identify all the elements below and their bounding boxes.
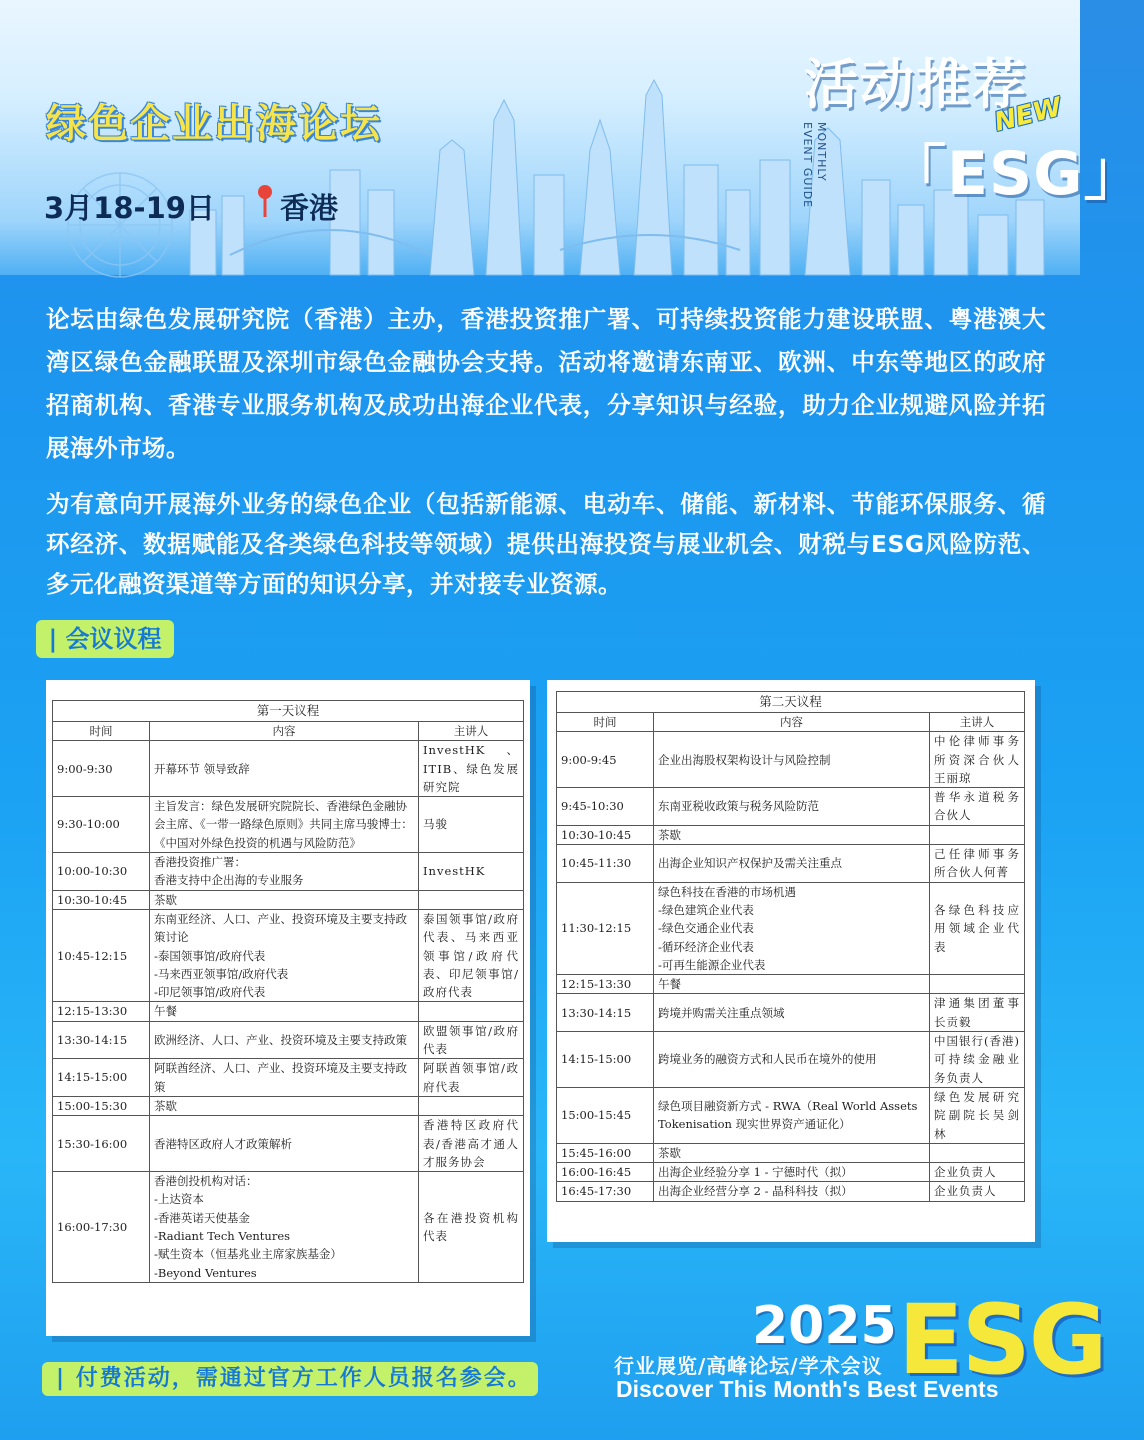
intro-paragraph-1: 论坛由绿色发展研究院（香港）主办，香港投资推广署、可持续投资能力建设联盟、粤港澳大湾区绿色金融联盟及深圳市绿色金融协会支持。活动将邀请东南亚、欧洲、中东等地区的政府招商机构、香港专业服务机构及成功出海企业代表，分享知识与经验，助力企业规避风险并拓展海外市场。 [46, 305, 1046, 462]
row-content: 香港特区政府人才政策解析 [150, 1116, 419, 1172]
agenda-section-label: | 会议议程 [48, 625, 162, 653]
row-content: 欧洲经济、人口、产业、投资环境及主要支持政策 [150, 1021, 419, 1059]
table-row [557, 1032, 1025, 1088]
table-row [53, 890, 524, 909]
row-content: 跨境业务的融资方式和人民币在境外的使用 [654, 1032, 930, 1088]
row-speaker [930, 975, 1025, 994]
paid-event-note-text: | 付费活动，需通过官方工作人员报名参会。 [56, 1366, 532, 1391]
row-time: 14:15-15:00 [53, 1059, 150, 1097]
row-content: 开幕环节 领导致辞 [150, 741, 419, 797]
location-pin-icon [256, 184, 274, 218]
footer-tagline: Discover This Month's Best Events [616, 1376, 999, 1402]
column-header-speaker: 主讲人 [419, 722, 524, 741]
day2-agenda-table [556, 691, 1025, 1202]
row-time: 11:30-12:15 [557, 882, 654, 974]
row-speaker: 各绿色科技应用领域企业代表 [930, 882, 1025, 974]
row-time: 10:45-12:15 [53, 909, 150, 1001]
header-band [0, 0, 1144, 275]
table-row [557, 825, 1025, 844]
row-speaker [930, 825, 1025, 844]
table-row [557, 1143, 1025, 1162]
row-time: 16:00-17:30 [53, 1172, 150, 1283]
row-speaker: 马骏 [419, 797, 524, 853]
table-row [557, 788, 1025, 826]
event-location: 香港 [280, 191, 339, 225]
row-speaker: 绿色发展研究院副院长吴剑林 [930, 1087, 1025, 1143]
row-speaker: 中伦律师事务所资深合伙人王丽琼 [930, 732, 1025, 788]
row-speaker: 泰国领事馆/政府代表、马来西亚领事馆/政府代表、印尼领事馆/政府代表 [419, 909, 524, 1001]
row-time: 15:45-16:00 [557, 1143, 654, 1162]
row-content: 绿色科技在香港的市场机遇 -绿色建筑企业代表 -绿色交通企业代表 -循环经济企业代表 -可再生能源企业代表 [654, 882, 930, 974]
row-content: 东南亚税收政策与税务风险防范 [654, 788, 930, 826]
monthly-guide-badge [800, 40, 1144, 220]
day2-title: 第二天议程 [557, 692, 1025, 713]
table-row [53, 1116, 524, 1172]
agenda-section-tag [36, 620, 174, 658]
day2-agenda-card [547, 680, 1035, 1242]
row-content: 阿联酋经济、人口、产业、投资环境及主要支持政策 [150, 1059, 419, 1097]
row-speaker: InvestHK 、ITIB、绿色发展研究院 [419, 741, 524, 797]
guide-title: 活动推荐 [804, 53, 1028, 116]
row-time: 13:30-14:15 [557, 994, 654, 1032]
row-time: 9:45-10:30 [557, 788, 654, 826]
row-time: 10:45-11:30 [557, 845, 654, 883]
table-row [557, 732, 1025, 788]
row-content: 香港创投机构对话： -上达资本 -香港英诺天使基金 -Radiant Tech Ventures -赋生资本（恒基兆业主席家族基金） -Beyond Ventures [150, 1172, 419, 1283]
guide-esg: 「ESG」 [886, 139, 1144, 209]
row-content: 主旨发言：绿色发展研究院院长、香港绿色金融协会主席、《一带一路绿色原则》共同主席马骏博士：《中国对外绿色投资的机遇与风险防范》 [150, 797, 419, 853]
table-row [53, 1059, 524, 1097]
row-speaker: 津通集团董事长贡毅 [930, 994, 1025, 1032]
row-time: 15:30-16:00 [53, 1116, 150, 1172]
row-content: 出海企业经营分享 2 - 晶科科技（拟） [654, 1182, 930, 1201]
intro-paragraph-2: 为有意向开展海外业务的绿色企业（包括新能源、电动车、储能、新材料、节能环保服务、循环经济、数据赋能及各类绿色科技等领域）提供出海投资与展业机会、财税与ESG风险防范、多元化融资渠道等方面的知识分享，并对接专业资源。 [46, 490, 1047, 598]
row-time: 10:30-10:45 [557, 825, 654, 844]
event-title: 绿色企业出海论坛 [46, 101, 382, 147]
row-time: 14:15-15:00 [557, 1032, 654, 1088]
row-speaker [419, 1002, 524, 1021]
row-time: 12:15-13:30 [557, 975, 654, 994]
row-content: 出海企业知识产权保护及需关注重点 [654, 845, 930, 883]
row-time: 16:45-17:30 [557, 1182, 654, 1201]
row-content: 茶歇 [150, 890, 419, 909]
row-content: 跨境并购需关注重点领域 [654, 994, 930, 1032]
row-speaker: 己任律师事务所合伙人何菁 [930, 845, 1025, 883]
table-row [557, 994, 1025, 1032]
row-speaker: 普华永道税务合伙人 [930, 788, 1025, 826]
row-speaker: 企业负责人 [930, 1182, 1025, 1201]
table-row [557, 1163, 1025, 1182]
row-speaker [930, 1143, 1025, 1162]
column-header-content: 内容 [150, 722, 419, 741]
table-row [53, 1172, 524, 1283]
row-time: 10:30-10:45 [53, 890, 150, 909]
new-badge: NEW [991, 92, 1065, 138]
event-date: 3月18-19日 [44, 191, 215, 225]
footer-year: 2025 [752, 1296, 897, 1356]
row-time: 16:00-16:45 [557, 1163, 654, 1182]
row-speaker: InvestHK [419, 853, 524, 891]
paid-event-note [42, 1362, 538, 1396]
row-time: 12:15-13:30 [53, 1002, 150, 1021]
footer-categories: 行业展览/高峰论坛/学术会议 [614, 1354, 883, 1378]
column-header-content: 内容 [654, 713, 930, 732]
day1-agenda-card [46, 680, 530, 1336]
row-content: 企业出海股权架构设计与风险控制 [654, 732, 930, 788]
row-speaker: 中国银行(香港)可持续金融业务负责人 [930, 1032, 1025, 1088]
table-row [53, 909, 524, 1001]
table-row [53, 1096, 524, 1115]
row-content: 午餐 [654, 975, 930, 994]
row-speaker: 各在港投资机构代表 [419, 1172, 524, 1283]
row-time: 9:30-10:00 [53, 797, 150, 853]
row-time: 15:00-15:30 [53, 1096, 150, 1115]
row-speaker: 欧盟领事馆/政府代表 [419, 1021, 524, 1059]
row-speaker: 阿联酋领事馆/政府代表 [419, 1059, 524, 1097]
row-time: 10:00-10:30 [53, 853, 150, 891]
table-row [53, 853, 524, 891]
row-speaker: 香港特区政府代表/香港高才通人才服务协会 [419, 1116, 524, 1172]
table-row [557, 882, 1025, 974]
column-header-time: 时间 [53, 722, 150, 741]
row-content: 午餐 [150, 1002, 419, 1021]
column-header-speaker: 主讲人 [930, 713, 1025, 732]
day1-title: 第一天议程 [53, 701, 524, 722]
table-row [53, 741, 524, 797]
table-row [557, 1182, 1025, 1201]
footer-esg-logo: ESG [898, 1284, 1106, 1396]
row-content: 茶歇 [150, 1096, 419, 1115]
row-content: 茶歇 [654, 825, 930, 844]
row-content: 香港投资推广署： 香港支持中企出海的专业服务 [150, 853, 419, 891]
row-time: 9:00-9:45 [557, 732, 654, 788]
row-time: 13:30-14:15 [53, 1021, 150, 1059]
table-row [53, 797, 524, 853]
day1-agenda-table [52, 700, 524, 1283]
row-time: 15:00-15:45 [557, 1087, 654, 1143]
column-header-time: 时间 [557, 713, 654, 732]
row-content: 茶歇 [654, 1143, 930, 1162]
row-speaker [419, 1096, 524, 1115]
table-row [53, 1002, 524, 1021]
table-row [557, 975, 1025, 994]
table-row [53, 1021, 524, 1059]
row-content: 东南亚经济、人口、产业、投资环境及主要支持政策讨论 -泰国领事馆/政府代表 -马来西亚领事馆/政府代表 -印尼领事馆/政府代表 [150, 909, 419, 1001]
row-content: 绿色项目融资新方式 - RWA（Real World Assets Tokenisation 现实世界资产通证化） [654, 1087, 930, 1143]
table-row [557, 845, 1025, 883]
row-content: 出海企业经验分享 1 - 宁德时代（拟） [654, 1163, 930, 1182]
row-speaker: 企业负责人 [930, 1163, 1025, 1182]
row-speaker [419, 890, 524, 909]
row-time: 9:00-9:30 [53, 741, 150, 797]
table-row [557, 1087, 1025, 1143]
guide-vertical-text: MONTHLY EVENT GUIDE [801, 122, 828, 209]
